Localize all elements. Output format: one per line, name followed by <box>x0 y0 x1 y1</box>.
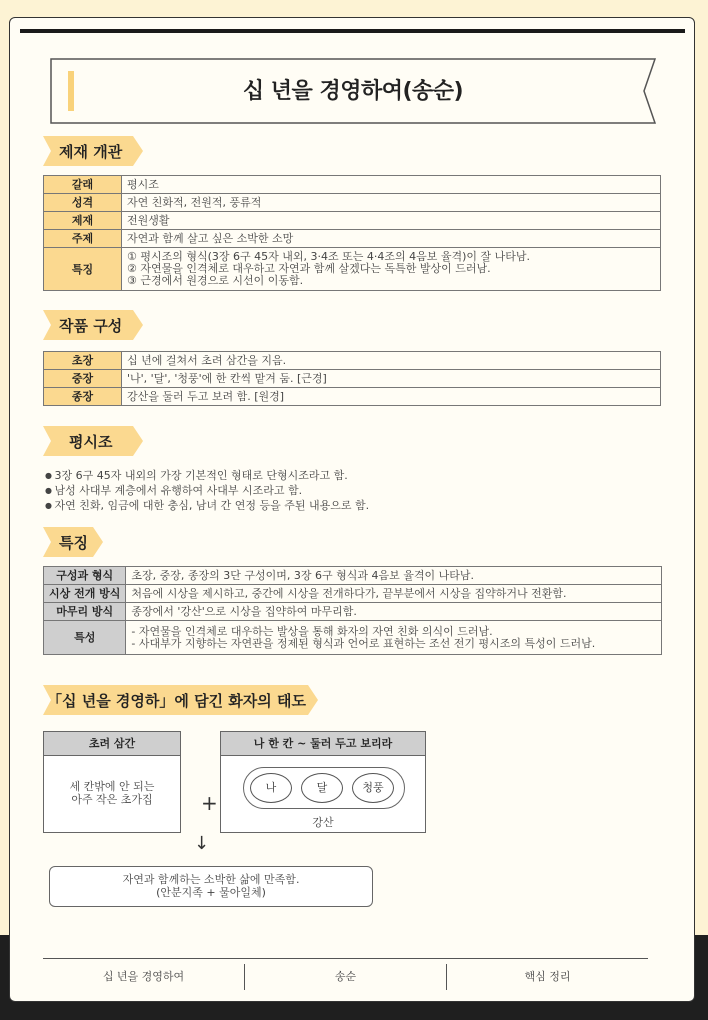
table-row: 중장 '나', '달', '청풍'에 한 칸씩 맡겨 둠. [근경] <box>44 370 661 388</box>
section-heading-text: 특징 <box>59 534 88 552</box>
table-row: 성격 자연 친화적, 전원적, 풍류적 <box>44 194 661 212</box>
conclusion-box: 자연과 함께하는 소박한 삶에 만족함. (안분지족 + 물아일체) <box>49 866 373 907</box>
footer <box>43 964 648 990</box>
box-heading: 초려 삼간 <box>44 732 180 756</box>
oval-group <box>243 767 405 809</box>
box-caption: 강산 <box>312 816 334 829</box>
section-heading-features <box>43 527 103 557</box>
oval-dal: 달 <box>301 773 343 803</box>
footer-author: 송순 <box>334 970 357 983</box>
table-row: 마무리 방식 종장에서 '강산'으로 시상을 집약하여 마무리함. <box>44 603 662 621</box>
box-thatched-house: 초려 삼간 세 칸밖에 안 되는 아주 작은 초가집 <box>43 731 181 833</box>
table-row: 특성 - 자연물을 인격체로 대우하는 발상을 통해 화자의 자연 친화 의식이 드러남. - 사대부가 지향하는 자연관을 정제된 형식과 언어로 표현하는 조선 전기 평시조의 특성이 드러남. <box>44 621 662 655</box>
box-heading: 나 한 칸 ~ 둘러 두고 보리라 <box>221 732 425 756</box>
section-heading-pyeongsijo <box>43 426 143 456</box>
footer-rule <box>43 958 648 959</box>
down-arrow-icon: ↓ <box>194 833 210 854</box>
table-row: 종장 강산을 둘러 두고 보려 함. [원경] <box>44 388 661 406</box>
table-row: 구성과 형식 초장, 중장, 종장의 3단 구성이며, 3장 6구 형식과 4음보 율격이 나타남. <box>44 567 662 585</box>
oval-na: 나 <box>250 773 292 803</box>
list-item: ● 3장 6구 45자 내외의 가장 기본적인 형태로 단형시조라고 함. <box>45 469 369 484</box>
section-heading-text: 제재 개관 <box>59 143 123 161</box>
page-title: 십 년을 경영하여(송순) <box>242 79 464 104</box>
oval-cheongpung: 청풍 <box>352 773 394 803</box>
footer-section: 핵심 정리 <box>524 970 571 983</box>
pyeongsijo-bullets <box>45 469 369 514</box>
list-item: ● 자연 친화, 임금에 대한 충심, 남녀 간 연정 등을 주된 내용으로 함. <box>45 499 369 514</box>
overview-table <box>43 175 661 291</box>
table-row: 특징 ① 평시조의 형식(3장 6구 45자 내외, 3·4조 또는 4·4조의 4음보 율격)이 잘 나타남. ② 자연물을 인격체로 대우하고 자연과 함께 살겠다는 독특한 발상이 드러남. ③ 근경에서 원경으로 시선이 이동함. <box>44 248 661 291</box>
title-banner <box>50 58 656 124</box>
table-row: 갈래 평시조 <box>44 176 661 194</box>
list-item: ● 남성 사대부 계층에서 유행하여 사대부 시조라고 함. <box>45 484 369 499</box>
section-heading-overview <box>43 136 143 166</box>
composition-table <box>43 351 661 406</box>
section-heading-attitude <box>43 685 318 715</box>
worksheet-page <box>9 17 695 1002</box>
box-surroundings <box>220 731 426 833</box>
section-heading-composition <box>43 310 143 340</box>
table-row: 시상 전개 방식 처음에 시상을 제시하고, 중간에 시상을 전개하다가, 끝부분에서 시상을 집약하거나 전환함. <box>44 585 662 603</box>
section-heading-text: 평시조 <box>69 433 113 451</box>
table-row: 초장 십 년에 걸쳐서 초려 삼간을 지음. <box>44 352 661 370</box>
top-rule <box>20 29 685 33</box>
table-row: 주제 자연과 함께 살고 싶은 소박한 소망 <box>44 230 661 248</box>
table-row: 제재 전원생활 <box>44 212 661 230</box>
plus-sign: + <box>201 791 218 815</box>
footer-work-title: 십 년을 경영하여 <box>102 970 185 983</box>
section-heading-text: 작품 구성 <box>59 317 123 335</box>
section-heading-text: 「십 년을 경영하」에 담긴 화자의 태도 <box>47 692 306 710</box>
features-table <box>43 566 662 655</box>
